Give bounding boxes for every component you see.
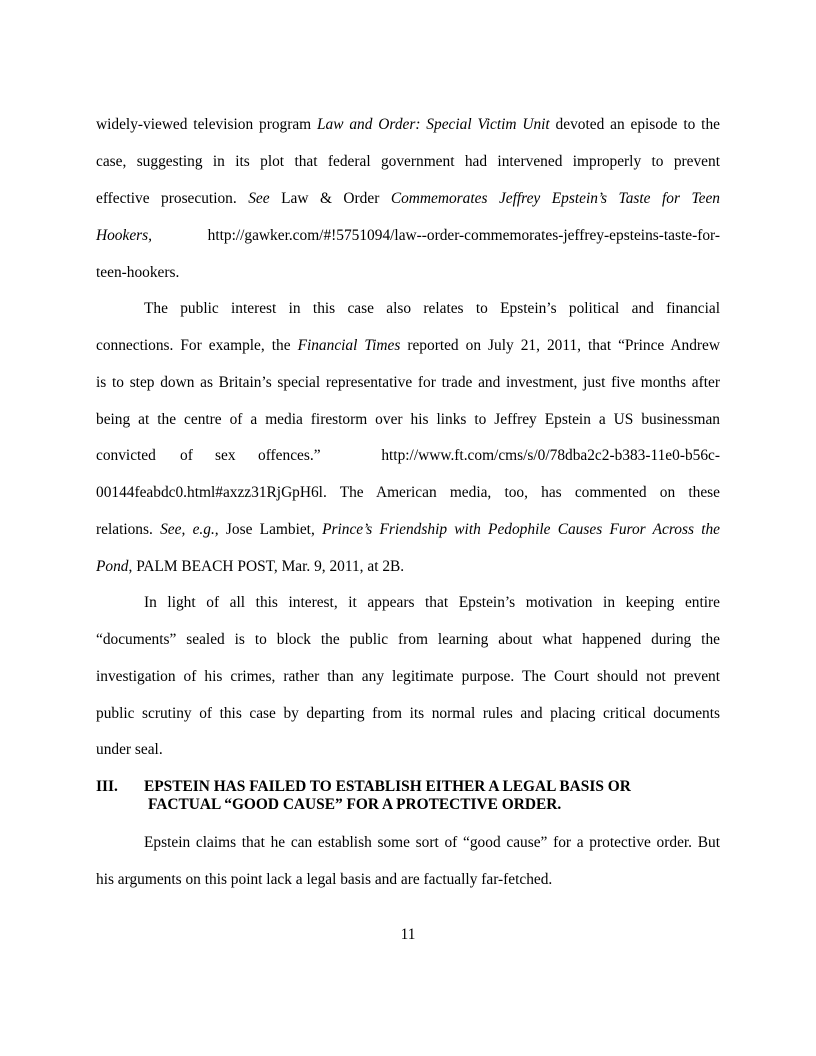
body-text-line: “documents” sealed is to block the public from learning about what happened during the	[96, 631, 720, 648]
body-text-line: 00144feabdc0.html#axzz31RjGpH6l. The American media, too, has commented on these	[96, 484, 720, 501]
citation-title: Hookers,	[96, 227, 152, 244]
body-text-line: case, suggesting in its plot that federal government had intervened improperly to prevent	[96, 153, 720, 170]
section-heading-line-2: FACTUAL “GOOD CAUSE” FOR A PROTECTIVE ORDER.	[148, 796, 562, 813]
body-text-line: connections. For example, the Financial Times reported on July 21, 2011, that “Prince Andrew	[96, 337, 720, 354]
body-text-line: under seal.	[96, 741, 163, 758]
body-text-line: public scrutiny of this case by departing from its normal rules and placing critical documents	[96, 705, 720, 722]
body-text-line: being at the centre of a media firestorm over his links to Jeffrey Epstein a US businessman	[96, 411, 720, 428]
body-text-line: effective prosecution. See Law & Order Commemorates Jeffrey Epstein’s Taste for Teen	[96, 190, 720, 207]
body-text-line: his arguments on this point lack a legal basis and are factually far-fetched.	[96, 871, 553, 888]
citation-url: http://www.ft.com/cms/s/0/78dba2c2-b383-11e0-b56c-	[381, 447, 720, 464]
citation-title: Pond	[96, 558, 129, 575]
page-number: 11	[400, 926, 416, 943]
body-text-line: is to step down as Britain’s special representative for trade and investment, just five months after	[96, 374, 720, 391]
body-text-line	[96, 227, 720, 245]
citation-title: Law and Order: Special Victim Unit	[316, 116, 550, 133]
citation-url: http://gawker.com/#!5751094/law--order-commemorates-jeffrey-epsteins-taste-for-	[207, 227, 720, 244]
body-text-line: Pond, PALM BEACH POST, Mar. 9, 2011, at 2B.	[96, 558, 405, 575]
paragraph-first-line: In light of all this interest, it appears that Epstein’s motivation in keeping entire	[144, 594, 720, 611]
paragraph-first-line: The public interest in this case also relates to Epstein’s political and financial	[144, 300, 720, 317]
body-text-line: teen-hookers.	[96, 264, 180, 281]
section-number: III.	[96, 778, 118, 795]
citation-title: Prince’s Friendship with Pedophile Causes Furor Across the	[322, 521, 721, 538]
body-text-line: widely-viewed television program Law and Order: Special Victim Unit devoted an episode to the	[96, 116, 720, 133]
section-heading-line-1: EPSTEIN HAS FAILED TO ESTABLISH EITHER A LEGAL BASIS OR	[144, 778, 631, 795]
citation-title: Financial Times	[297, 337, 401, 354]
body-text-line: relations. See, e.g., Jose Lambiet, Prince’s Friendship with Pedophile Causes Furor Across the	[96, 521, 721, 538]
paragraph-first-line: Epstein claims that he can establish some sort of “good cause” for a protective order. But	[144, 834, 720, 851]
body-text-line: investigation of his crimes, rather than any legitimate purpose. The Court should not prevent	[96, 668, 720, 685]
document-page: widely-viewed television program Law and Order: Special Victim Unit devoted an episode to the case, suggesting in its plot that federal government had intervened improperly to prevent effective prosecution. See Law & Order Commemorates Jeffrey Epstein’s Taste for Teen Hookers, http://gawker.com/#!5751094/law--order-commemorates-jeffrey-epsteins-taste-for- teen-hookers. The public interest in this case also relates to Epstein’s political and financial connections. For example, the Financial Times reported on July 21, 2011, that “Prince Andrew is to step down as Britain’s special representative for trade and investment, just five months after being at the centre of a media firestorm over his links to Jeffrey Epstein a US businessman convicted of sex offences.” http://www.ft.com/cms/s/0/78dba2c2-b383-11e0-b56c- 00144feabdc0.html#axzz31RjGpH6l. The American media, too, has commented on these relations. See, e.g., Jose Lambiet, Prince’s Friendship with Pedophile Causes Furor Across the Pond, PALM BEACH POST, Mar. 9, 2011, at 2B. In light of all this interest, it appears that Epstein’s motivation in keeping entire “documents” sealed is to block the public from learning about what happened during the investigation of his crimes, rather than any legitimate purpose. The Court should not prevent public scrutiny of this case by departing from its normal rules and placing critical documents under seal. III. EPSTEIN HAS FAILED TO ESTABLISH EITHER A LEGAL BASIS OR FACTUAL “GOOD CAUSE” FOR A PROTECTIVE ORDER. Epstein claims that he can establish some sort of “good cause” for a protective order. But his arguments on this point lack a legal basis and are factually far-fetched. 11	[0, 0, 816, 1056]
citation-title: Commemorates Jeffrey Epstein’s Taste for Teen	[390, 190, 720, 207]
